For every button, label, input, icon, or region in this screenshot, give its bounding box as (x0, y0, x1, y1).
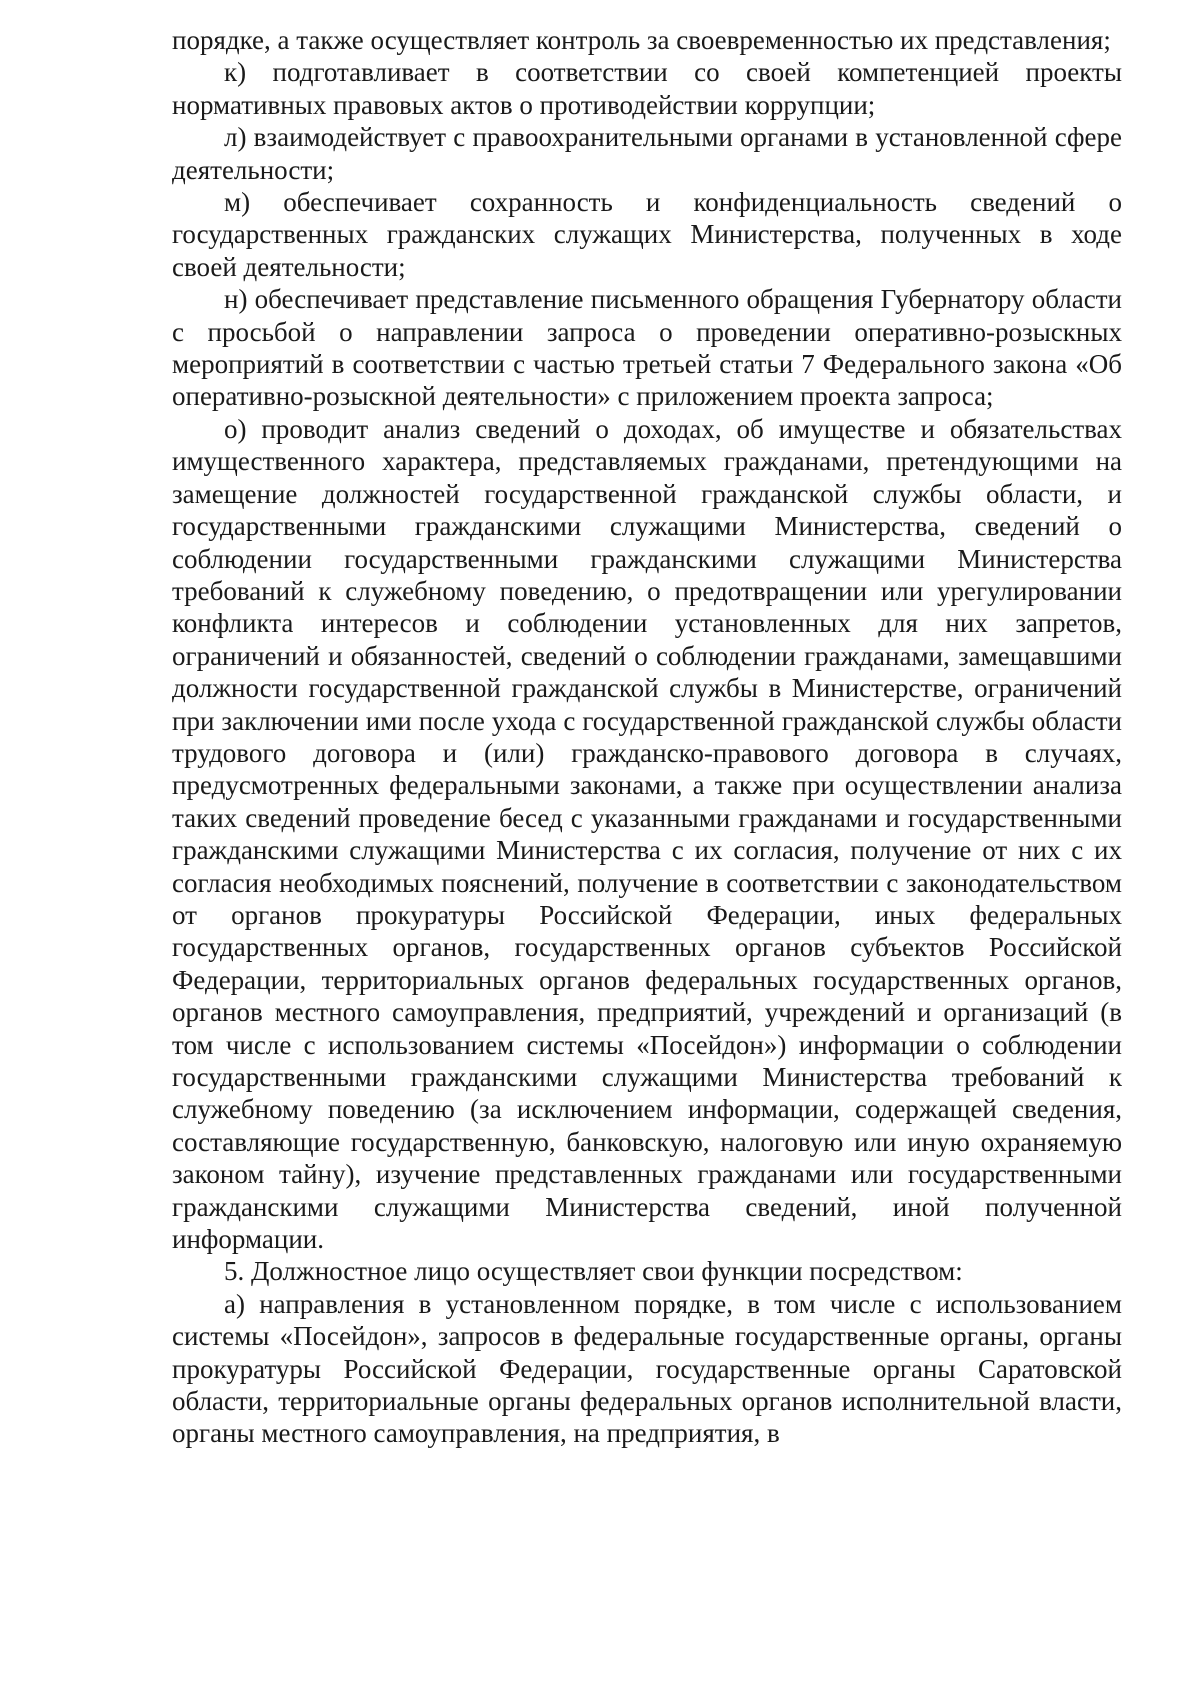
paragraph-item-a: а) направления в установленном порядке, в том числе с использованием системы «Посейдон», запросов в федеральные государственные органы, органы прокуратуры Российской Федерации, государственные органы Саратовской области, территориальные органы федеральных органов исполнительной власти, органы местного самоуправления, на предприятия, в (172, 1288, 1122, 1449)
document-page (172, 24, 1122, 1450)
paragraph-item-o: о) проводит анализ сведений о доходах, об имуществе и обязательствах имущественного характера, представляемых гражданами, претендующими на замещение должностей государственной гражданской службы области, и государственными гражданскими служащими Министерства, сведений о соблюдении государственными гражданскими служащими Министерства требований к служебному поведению, о предотвращении или урегулировании конфликта интересов и соблюдении установленных для них запретов, ограничений и обязанностей, сведений о соблюдении гражданами, замещавшими должности государственной гражданской службы в Министерстве, ограничений при заключении ими после ухода с государственной гражданской службы области трудового договора и (или) гражданско-правового договора в случаях, предусмотренных федеральными законами, а также при осуществлении анализа таких сведений проведение бесед с указанными гражданами и государственными гражданскими служащими Министерства с их согласия, получение от них с их согласия необходимых пояснений, получение в соответствии с законодательством от органов прокуратуры Российской Федерации, иных федеральных государственных органов, государственных органов субъектов Российской Федерации, территориальных органов федеральных государственных органов, органов местного самоуправления, предприятий, учреждений и организаций (в том числе с использованием системы «Посейдон») информации о соблюдении государственными гражданскими служащими Министерства требований к служебному поведению (за исключением информации, содержащей сведения, составляющие государственную, банковскую, налоговую или иную охраняемую законом тайну), изучение представленных гражданами или государственными гражданскими служащими Министерства сведений, иной полученной информации. (172, 413, 1122, 1255)
paragraph-item-m: м) обеспечивает сохранность и конфиденциальность сведений о государственных гражданских служащих Министерства, полученных в ходе своей деятельности; (172, 187, 1122, 282)
paragraph-item-k: к) подготавливает в соответствии со своей компетенцией проекты нормативных правовых актов о противодействии коррупции; (172, 57, 1122, 120)
paragraph-continuation: порядке, а также осуществляет контроль за своевременностью их представления; (172, 25, 1111, 55)
paragraph-section-5: 5. Должностное лицо осуществляет свои функции посредством: (224, 1256, 963, 1287)
paragraph-item-n: н) обеспечивает представление письменного обращения Губернатору области с просьбой о направлении запроса о проведении оперативно-розыскных мероприятий в соответствии с частью третьей статьи 7 Федерального закона «Об оперативно-розыскной деятельности» с приложением проекта запроса; (172, 284, 1122, 412)
paragraph-item-l: л) взаимодействует с правоохранительными органами в установленной сфере деятельности; (172, 122, 1122, 185)
